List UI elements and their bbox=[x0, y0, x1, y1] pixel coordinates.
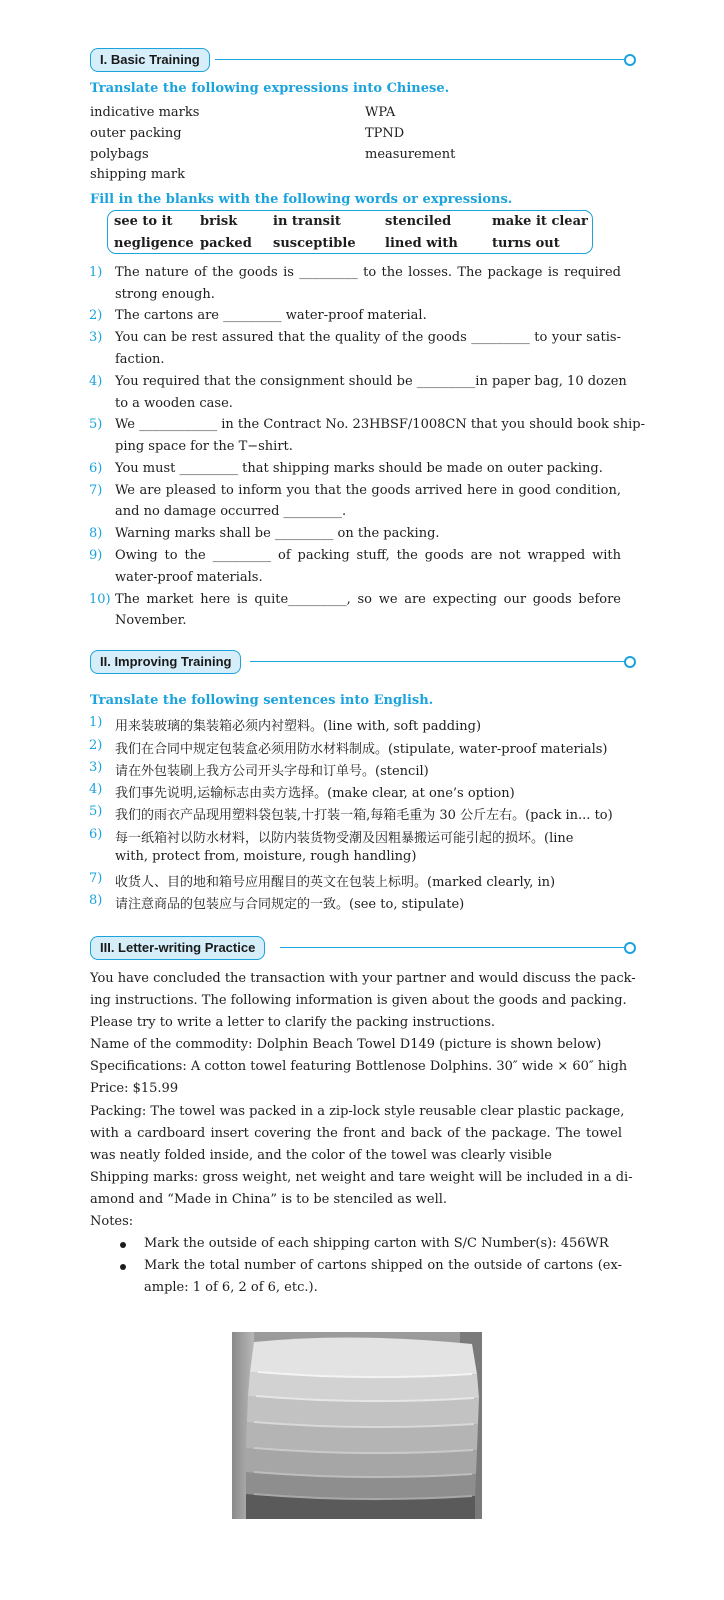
instruction-translate-to-chinese: Translate the following expressions into Chinese. bbox=[90, 81, 450, 96]
item-number: 8) bbox=[89, 893, 103, 908]
section-rule bbox=[215, 59, 629, 60]
term-right: measurement bbox=[365, 147, 456, 162]
exercise-line: ping space for the T−shirt. bbox=[115, 439, 293, 454]
section-end-dot-icon bbox=[624, 54, 636, 66]
item-number: 5) bbox=[89, 417, 103, 432]
term-right: WPA bbox=[365, 105, 396, 120]
word-bank-item: packed bbox=[200, 236, 252, 251]
paragraph-line: with a cardboard insert covering the front and back of the package. The towel bbox=[90, 1126, 622, 1141]
section-title: II. Improving Training bbox=[90, 650, 241, 674]
paragraph-line: was neatly folded inside, and the color of the towel was clearly visible bbox=[90, 1148, 552, 1163]
item-number: 9) bbox=[89, 548, 103, 563]
item-number: 4) bbox=[89, 782, 103, 797]
section-end-dot-icon bbox=[624, 656, 636, 668]
exercise-line: and no damage occurred _________. bbox=[115, 504, 347, 519]
section-title: I. Basic Training bbox=[90, 48, 210, 72]
instruction-translate-to-english: Translate the following sentences into English. bbox=[90, 693, 434, 708]
exercise-line: Warning marks shall be _________ on the packing. bbox=[115, 526, 440, 541]
section-header-improving-training bbox=[90, 650, 636, 674]
bullet-icon bbox=[120, 1264, 126, 1270]
paragraph-line: Notes: bbox=[90, 1214, 134, 1229]
instruction-fill-in-blanks: Fill in the blanks with the following words or expressions. bbox=[90, 192, 513, 207]
exercise-line: We are pleased to inform you that the goods arrived here in good condition, bbox=[115, 483, 621, 498]
item-number: 1) bbox=[89, 265, 103, 280]
word-bank-item: brisk bbox=[200, 214, 238, 229]
note-line: ample: 1 of 6, 2 of 6, etc.). bbox=[144, 1280, 318, 1295]
sentence-line: 我们事先说明,运输标志由卖方选择。(make clear, at one’s option) bbox=[115, 786, 515, 801]
item-number: 8) bbox=[89, 526, 103, 541]
exercise-line: You required that the consignment should be _________in paper bag, 10 dozen bbox=[115, 374, 627, 389]
exercise-line: strong enough. bbox=[115, 287, 215, 302]
word-bank-item: make it clear bbox=[492, 214, 588, 229]
item-number: 6) bbox=[89, 827, 103, 842]
item-number: 7) bbox=[89, 483, 103, 498]
exercise-line: The market here is quite_________, so we are expecting our goods before bbox=[115, 592, 621, 607]
item-number: 5) bbox=[89, 804, 103, 819]
item-number: 6) bbox=[89, 461, 103, 476]
sentence-line: 用来装玻璃的集装箱必须内衬塑料。(line with, soft padding) bbox=[115, 719, 482, 734]
term-left: polybags bbox=[90, 147, 149, 162]
paragraph-line: Please try to write a letter to clarify the packing instructions. bbox=[90, 1015, 496, 1030]
term-left: shipping mark bbox=[90, 167, 185, 182]
paragraph-line: ing instructions. The following information is given about the goods and packing. bbox=[90, 993, 627, 1008]
word-bank-item: see to it bbox=[114, 214, 173, 229]
exercise-line: You can be rest assured that the quality of the goods _________ to your satis- bbox=[115, 330, 621, 345]
item-number: 2) bbox=[89, 308, 103, 323]
sentence-line: 每一纸箱衬以防水材料，以防内装货物受潮及因粗暴搬运可能引起的损坏。(line bbox=[115, 831, 574, 846]
item-number: 3) bbox=[89, 330, 103, 345]
section-end-dot-icon bbox=[624, 942, 636, 954]
sentence-line: with, protect from, moisture, rough handling) bbox=[115, 849, 417, 864]
term-left: outer packing bbox=[90, 126, 182, 141]
word-bank-item: lined with bbox=[385, 236, 458, 251]
paragraph-line: Shipping marks: gross weight, net weight and tare weight will be included in a di- bbox=[90, 1170, 633, 1185]
term-right: TPND bbox=[365, 126, 405, 141]
word-bank-item: negligence bbox=[114, 236, 194, 251]
sentence-line: 我们的雨衣产品现用塑料袋包装,十打装一箱,每箱毛重为 30 公斤左右。(pack in... to) bbox=[115, 808, 613, 823]
item-number: 4) bbox=[89, 374, 103, 389]
paragraph-line: You have concluded the transaction with your partner and would discuss the pack- bbox=[90, 971, 636, 986]
item-number: 2) bbox=[89, 738, 103, 753]
word-bank-item: susceptible bbox=[273, 236, 356, 251]
exercise-line: You must _________ that shipping marks should be made on outer packing. bbox=[115, 461, 603, 476]
word-bank-item: stenciled bbox=[385, 214, 452, 229]
sentence-line: 请在外包装刷上我方公司开头字母和订单号。(stencil) bbox=[115, 764, 429, 779]
folded-towels-photo bbox=[232, 1332, 482, 1519]
sentence-line: 请注意商品的包装应与合同规定的一致。(see to, stipulate) bbox=[115, 897, 465, 912]
exercise-line: The nature of the goods is _________ to the losses. The package is required bbox=[115, 265, 621, 280]
exercise-line: The cartons are _________ water-proof material. bbox=[115, 308, 427, 323]
paragraph-line: Name of the commodity: Dolphin Beach Towel D149 (picture is shown below) bbox=[90, 1037, 602, 1052]
exercise-line: faction. bbox=[115, 352, 165, 367]
section-header-letter-writing bbox=[90, 936, 636, 960]
term-left: indicative marks bbox=[90, 105, 200, 120]
exercise-line: to a wooden case. bbox=[115, 396, 233, 411]
word-bank-item: turns out bbox=[492, 236, 560, 251]
item-number: 3) bbox=[89, 760, 103, 775]
note-line: Mark the total number of cartons shipped on the outside of cartons (ex- bbox=[144, 1258, 622, 1273]
word-bank-item: in transit bbox=[273, 214, 341, 229]
paragraph-line: Price: $15.99 bbox=[90, 1081, 179, 1096]
item-number: 7) bbox=[89, 871, 103, 886]
exercise-line: Owing to the _________ of packing stuff, the goods are not wrapped with bbox=[115, 548, 621, 563]
paragraph-line: amond and “Made in China” is to be stenciled as well. bbox=[90, 1192, 448, 1207]
exercise-line: November. bbox=[115, 613, 187, 628]
note-line: Mark the outside of each shipping carton with S/C Number(s): 456WR bbox=[144, 1236, 609, 1251]
exercise-line: water-proof materials. bbox=[115, 570, 263, 585]
section-title: III. Letter-writing Practice bbox=[90, 936, 265, 960]
exercise-line: We ____________ in the Contract No. 23HBSF/1008CN that you should book ship- bbox=[115, 417, 645, 432]
paragraph-line: Packing: The towel was packed in a zip-lock style reusable clear plastic package, bbox=[90, 1104, 625, 1119]
item-number: 1) bbox=[89, 715, 103, 730]
section-rule bbox=[250, 661, 629, 662]
paragraph-line: Specifications: A cotton towel featuring Bottlenose Dolphins. 30″ wide × 60″ high bbox=[90, 1059, 628, 1074]
sentence-line: 我们在合同中规定包装盒必须用防水材料制成。(stipulate, water-proof materials) bbox=[115, 742, 608, 757]
section-rule bbox=[280, 947, 629, 948]
sentence-line: 收货人、目的地和箱号应用醒目的英文在包装上标明。(marked clearly, in) bbox=[115, 875, 556, 890]
item-number: 10) bbox=[89, 592, 111, 607]
bullet-icon bbox=[120, 1242, 126, 1248]
section-header-basic-training bbox=[90, 48, 636, 72]
